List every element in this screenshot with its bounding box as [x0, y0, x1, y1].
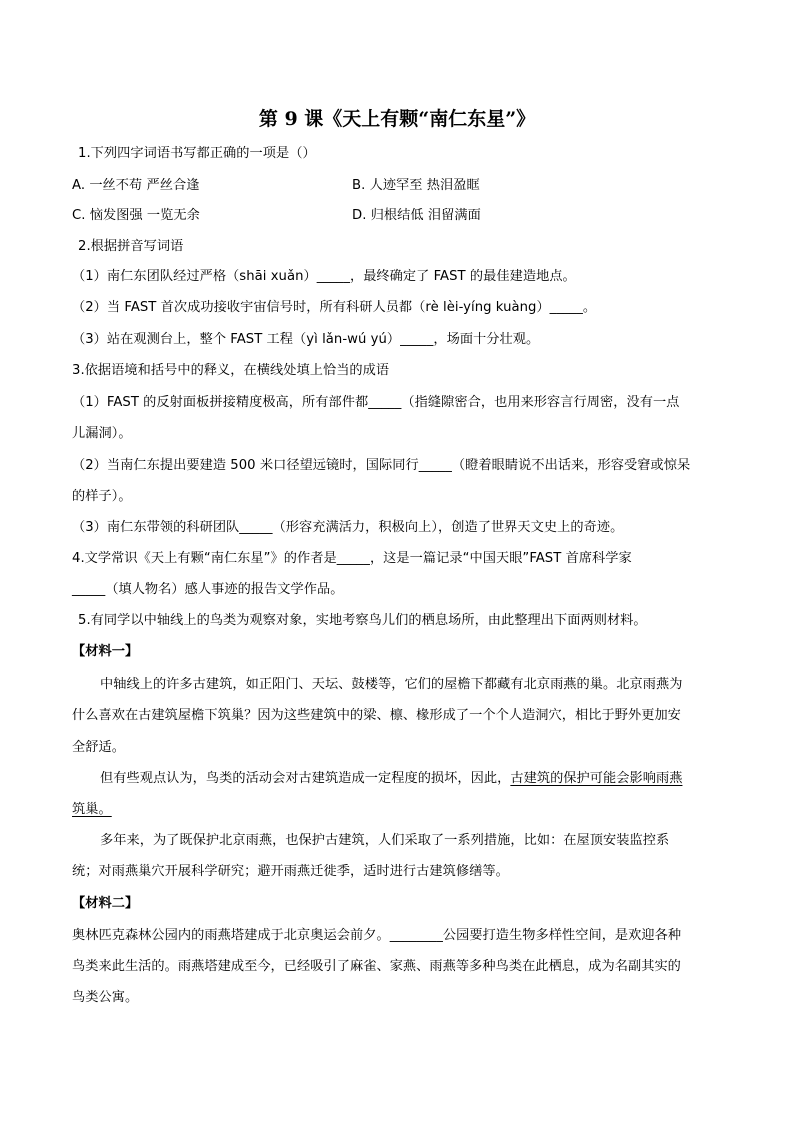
material-1-para-1-line-3: 全舒适。 [72, 740, 125, 755]
material-1-para-1-line-1: 中轴线上的许多古建筑，如正阳门、天坛、鼓楼等，它们的屋檐下都藏有北京雨燕的巢。北京雨燕为 [100, 677, 683, 692]
question-2-item-2: （2）当 FAST 首次成功接收宇宙信号时，所有科研人员都（rè lèi-yíng kuàng）_____。 [72, 300, 597, 315]
question-3-item-1-line-1: （1）FAST 的反射面板拼接精度极高，所有部件都_____（指缝隙密合，也用来形容言行周密，没有一点 [72, 395, 680, 410]
material-2-line-3: 鸟类公寓。 [72, 990, 139, 1005]
question-3-item-2-line-2: 的样子）。 [72, 489, 132, 504]
question-4-line-2: _____（填人物名）感人事迹的报告文学作品。 [72, 582, 344, 597]
question-5-stem: 5.有同学以中轴线上的鸟类为观察对象，实地考察鸟儿们的栖息场所，由此整理出下面两则材料。 [78, 613, 647, 628]
material-1-para-1-line-2: 什么喜欢在古建筑屋檐下筑巢？因为这些建筑中的梁、檩、椽形成了一个个人造洞穴，相比于野外更加安 [72, 708, 681, 723]
underlined-sentence-part-1: 古建筑的保护可能会影响雨燕 [510, 771, 683, 786]
option-c: C. 恼发图强 一览无余 [72, 208, 200, 223]
underlined-sentence-part-2: 筑巢。 [72, 802, 112, 817]
material-1-para-3-line-2: 统；对雨燕巢穴开展科学研究；避开雨燕迁徙季，适时进行古建筑修缮等。 [72, 864, 509, 879]
material-2-line-1: 奥林匹克森林公园内的雨燕塔建成于北京奥运会前夕。________公园要打造生物多样性空间，是欢迎各种 [72, 928, 682, 943]
option-b: B. 人迹罕至 热泪盈眶 [352, 178, 480, 193]
material-1-para-2-text: 但有些观点认为，鸟类的活动会对古建筑造成一定程度的损坏，因此， [100, 771, 511, 786]
question-1-stem: 1.下列四字词语书写都正确的一项是（） [78, 146, 316, 161]
question-2-item-3: （3）站在观测台上，整个 FAST 工程（yì lǎn-wú yú）_____，场面十分壮观。 [72, 332, 540, 347]
option-d: D. 归根结低 泪留满面 [352, 208, 481, 223]
question-2-item-1: （1）南仁东团队经过严格（shāi xuǎn）_____，最终确定了 FAST 的最佳建造地点。 [72, 269, 576, 284]
question-3-item-1-line-2: 儿漏洞）。 [72, 426, 132, 441]
material-1-para-3-line-1: 多年来，为了既保护北京雨燕，也保护古建筑，人们采取了一系列措施，比如：在屋顶安装监控系 [100, 833, 670, 848]
material-1-para-2-line-1 [100, 770, 682, 788]
material-2-line-2: 鸟类来此生活的。雨燕塔建成至今，已经吸引了麻雀、家燕、雨燕等多种鸟类在此栖息，成为名副其实的 [72, 959, 681, 974]
question-2-stem: 2.根据拼音写词语 [78, 239, 184, 254]
question-4-line-1: 4.文学常识《天上有颗“南仁东星”》的作者是_____，这是一篇记录“中国天眼”FAST 首席科学家 [72, 551, 632, 566]
material-1-label: 【材料一】 [72, 644, 139, 659]
material-1-para-2-line-2 [72, 801, 112, 819]
question-3-item-2-line-1: （2）当南仁东提出要建造 500 米口径望远镜时，国际同行_____（瞪着眼睛说不出话来，形容受窘或惊呆 [72, 458, 691, 473]
material-2-label: 【材料二】 [72, 896, 139, 911]
question-3-stem: 3.依据语境和括号中的释义，在横线处填上恰当的成语 [72, 363, 390, 378]
option-a: A. 一丝不苟 严丝合逢 [72, 178, 200, 193]
page-title: 第 9 课《天上有颗“南仁东星”》 [258, 108, 536, 130]
question-3-item-3: （3）南仁东带领的科研团队_____（形容充满活力，积极向上），创造了世界天文史上的奇迹。 [72, 520, 624, 535]
